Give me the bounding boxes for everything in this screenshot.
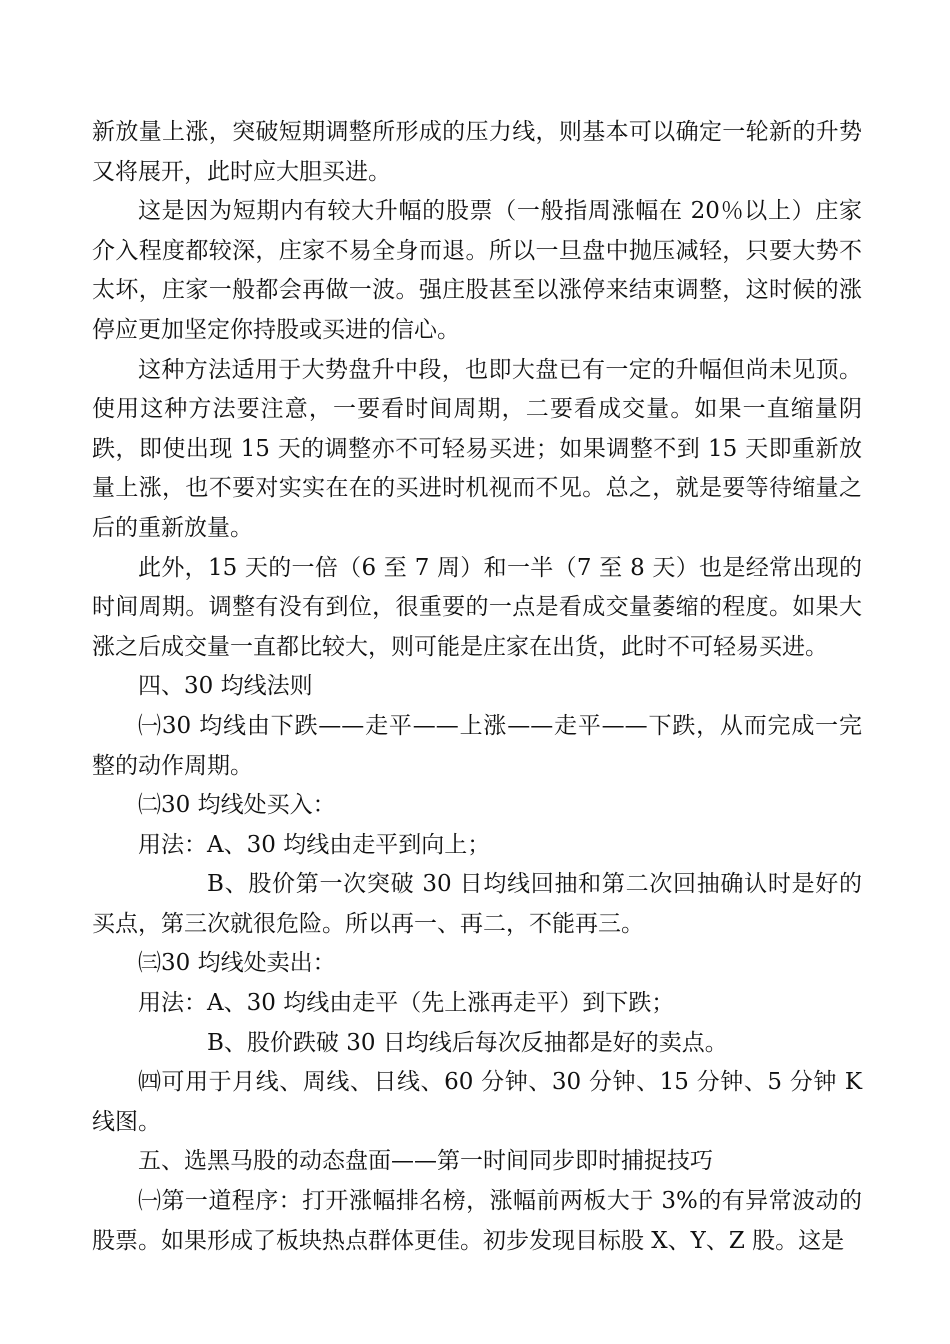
- list-item-4: ㈣可用于月线、周线、日线、60 分钟、30 分钟、15 分钟、5 分钟 K 线图。: [92, 1069, 862, 1135]
- usage-line-buy-b: B、股价第一次突破 30 日均线回抽和第二次回抽确认时是好的买点，第三次就很危险。所以再一、再二，不能再三。: [92, 871, 862, 937]
- list-item-5: ㈠第一道程序：打开涨幅排名榜，涨幅前两板大于 3%的有异常波动的股票。如果形成了板块热点群体更佳。初步发现目标股 X、Y、Z 股。这是: [92, 1188, 862, 1254]
- section-heading-4: 四、30 均线法则: [138, 673, 313, 700]
- paragraph-3: 这种方法适用于大势盘升中段，也即大盘已有一定的升幅但尚未见顶。使用这种方法要注意，一要看时间周期，二要看成交量。如果一直缩量阴跌，即使出现 15 天的调整亦不可轻易买进；如果调整不到 15 天即重新放量上涨，也不要对实实在在的买进时机视而不见。总之，就是要等待缩量之后的重新放量。: [92, 356, 862, 541]
- usage-line-buy-a: 用法：A、30 均线由走平到向上；: [138, 831, 491, 858]
- section-heading-5: 五、选黑马股的动态盘面——第一时间同步即时捕捉技巧: [138, 1148, 713, 1175]
- document-page: [92, 113, 862, 1261]
- list-item-2: ㈡30 均线处买入：: [138, 792, 336, 819]
- usage-line-sell-a: 用法：A、30 均线由走平（先上涨再走平）到下跌；: [138, 990, 675, 1017]
- list-item-3: ㈢30 均线处卖出：: [138, 950, 336, 977]
- paragraph-2: 这是因为短期内有较大升幅的股票（一般指周涨幅在 20％以上）庄家介入程度都较深，庄家不易全身而退。所以一旦盘中抛压减轻，只要大势不太坏，庄家一般都会再做一波。强庄股甚至以涨停来结束调整，这时候的涨停应更加坚定你持股或买进的信心。: [92, 198, 862, 343]
- paragraph-4: 此外，15 天的一倍（6 至 7 周）和一半（7 至 8 天）也是经常出现的时间周期。调整有没有到位，很重要的一点是看成交量萎缩的程度。如果大涨之后成交量一直都比较大，则可能是庄家在出货，此时不可轻易买进。: [92, 554, 862, 660]
- usage-line-sell-b: B、股价跌破 30 日均线后每次反抽都是好的卖点。: [207, 1029, 728, 1056]
- list-item-1: ㈠30 均线由下跌——走平——上涨——走平——下跌，从而完成一完整的动作周期。: [92, 712, 862, 779]
- paragraph-1: 新放量上涨，突破短期调整所形成的压力线，则基本可以确定一轮新的升势又将展开，此时应大胆买进。: [92, 119, 862, 185]
